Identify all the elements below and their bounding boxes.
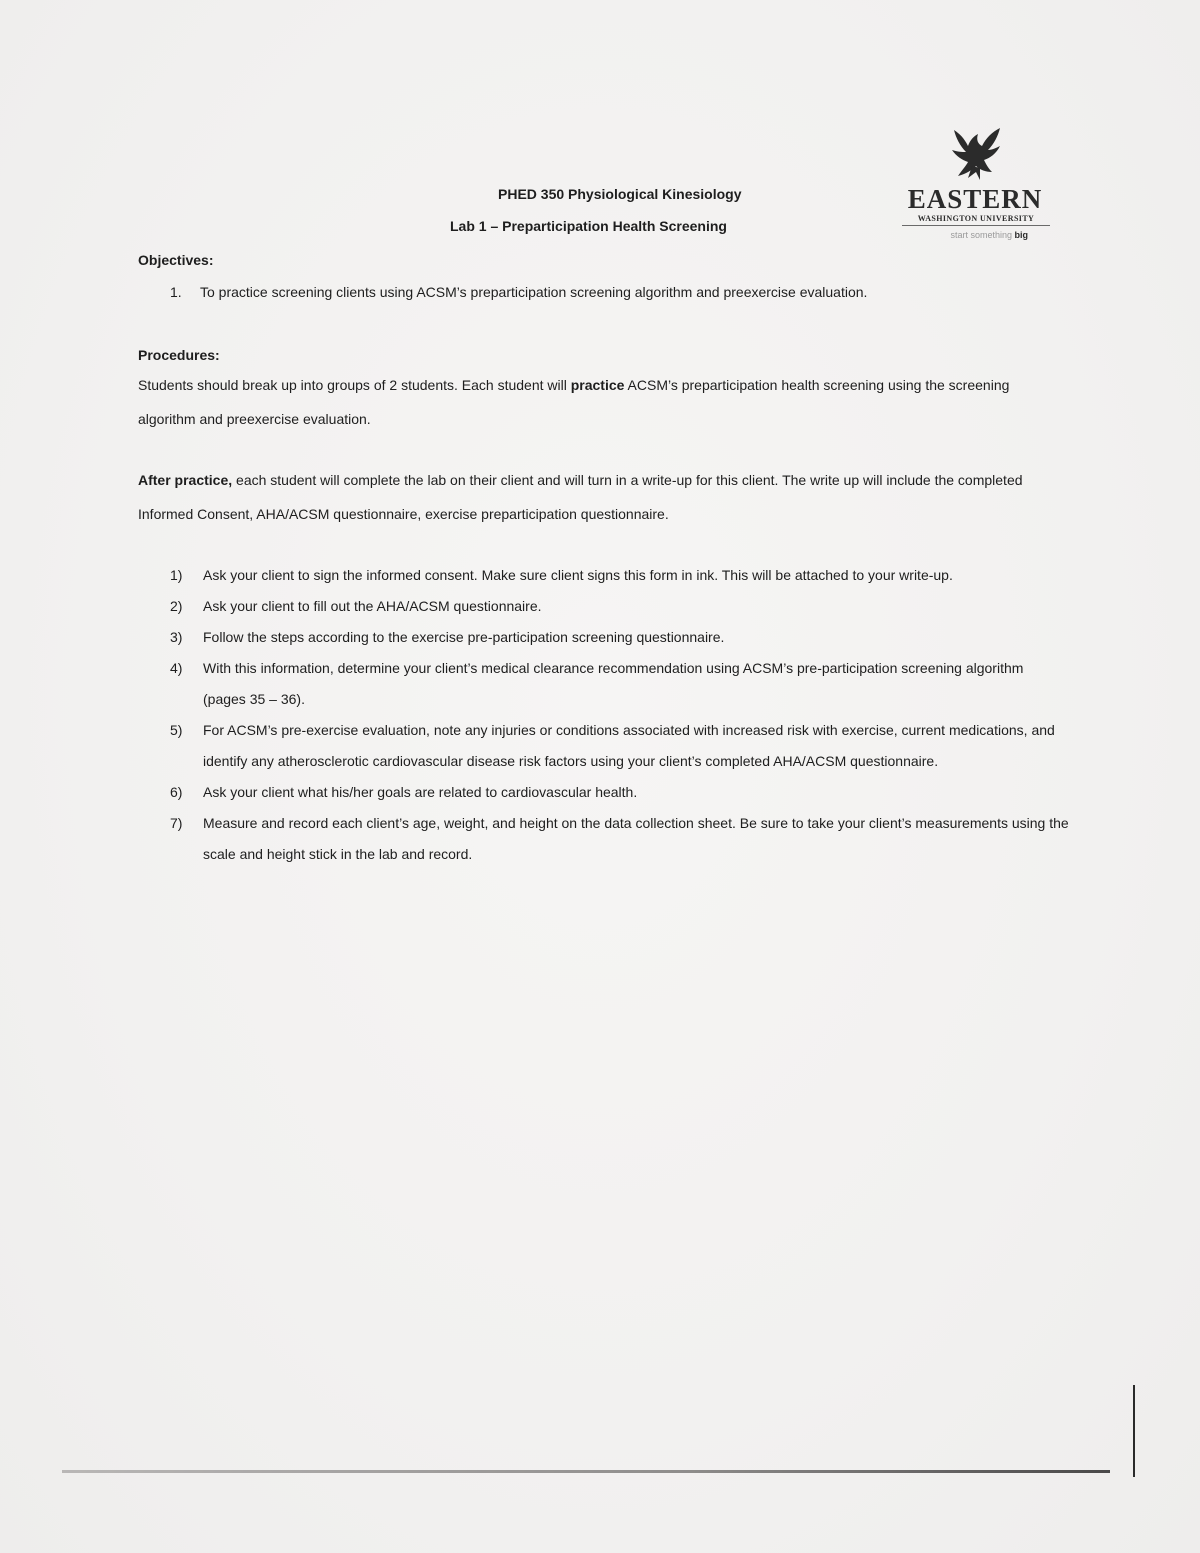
lab-title: Lab 1 – Preparticipation Health Screening xyxy=(450,218,727,234)
list-item: 7) Measure and record each client’s age, weight, and height on the data collection sheet. Be sure to take your client’s measurements using the scale and height stick in the lab and record. xyxy=(170,815,1069,862)
list-item: 3) Follow the steps according to the exercise pre-participation screening questionnaire. xyxy=(170,629,725,645)
objective-number: 1. xyxy=(170,284,182,300)
university-logo xyxy=(900,126,1055,246)
procedures-heading: Procedures: xyxy=(138,347,220,363)
list-item: 5) For ACSM’s pre-exercise evaluation, note any injuries or conditions associated with increased risk with exercise, current medications, and identify any atherosclerotic cardiovascular disease risk factors using your client’s completed AHA/ACSM questionnaire. xyxy=(170,722,1055,769)
logo-subtitle: WASHINGTON UNIVERSITY xyxy=(902,214,1050,226)
list-item: 1) Ask your client to sign the informed consent. Make sure client signs this form in ink. This will be attached to your write-up. xyxy=(170,567,953,583)
procedures-paragraph-2: After practice, each student will complete the lab on their client and will turn in a write-up for this client. The write up will include the completed Informed Consent, AHA/ACSM questionnaire, exercise preparticipation questionnaire. xyxy=(138,472,1023,522)
objective-text: To practice screening clients using ACSM’s preparticipation screening algorithm and preexercise evaluation. xyxy=(200,284,868,300)
procedure-steps-list xyxy=(170,560,1070,870)
logo-wordmark: EASTERN xyxy=(907,184,1043,214)
procedures-paragraph-1: Students should break up into groups of 2 students. Each student will practice ACSM’s preparticipation health screening using the screening algorithm and preexercise evaluation. xyxy=(138,377,1010,427)
list-item: 6) Ask your client what his/her goals are related to cardiovascular health. xyxy=(170,784,638,800)
objectives-heading: Objectives: xyxy=(138,252,214,268)
list-item: 4) With this information, determine your client’s medical clearance recommendation using ACSM’s pre-participation screening algorithm (pages 35 – 36). xyxy=(170,660,1024,707)
logo-tagline: start something big xyxy=(950,230,1028,240)
page-edge-right xyxy=(1133,1385,1135,1477)
eagle-icon xyxy=(946,126,1008,184)
objective-item xyxy=(170,284,867,300)
course-title: PHED 350 Physiological Kinesiology xyxy=(498,186,742,202)
list-item: 2) Ask your client to fill out the AHA/ACSM questionnaire. xyxy=(170,598,542,614)
page-edge-bottom xyxy=(62,1470,1110,1473)
